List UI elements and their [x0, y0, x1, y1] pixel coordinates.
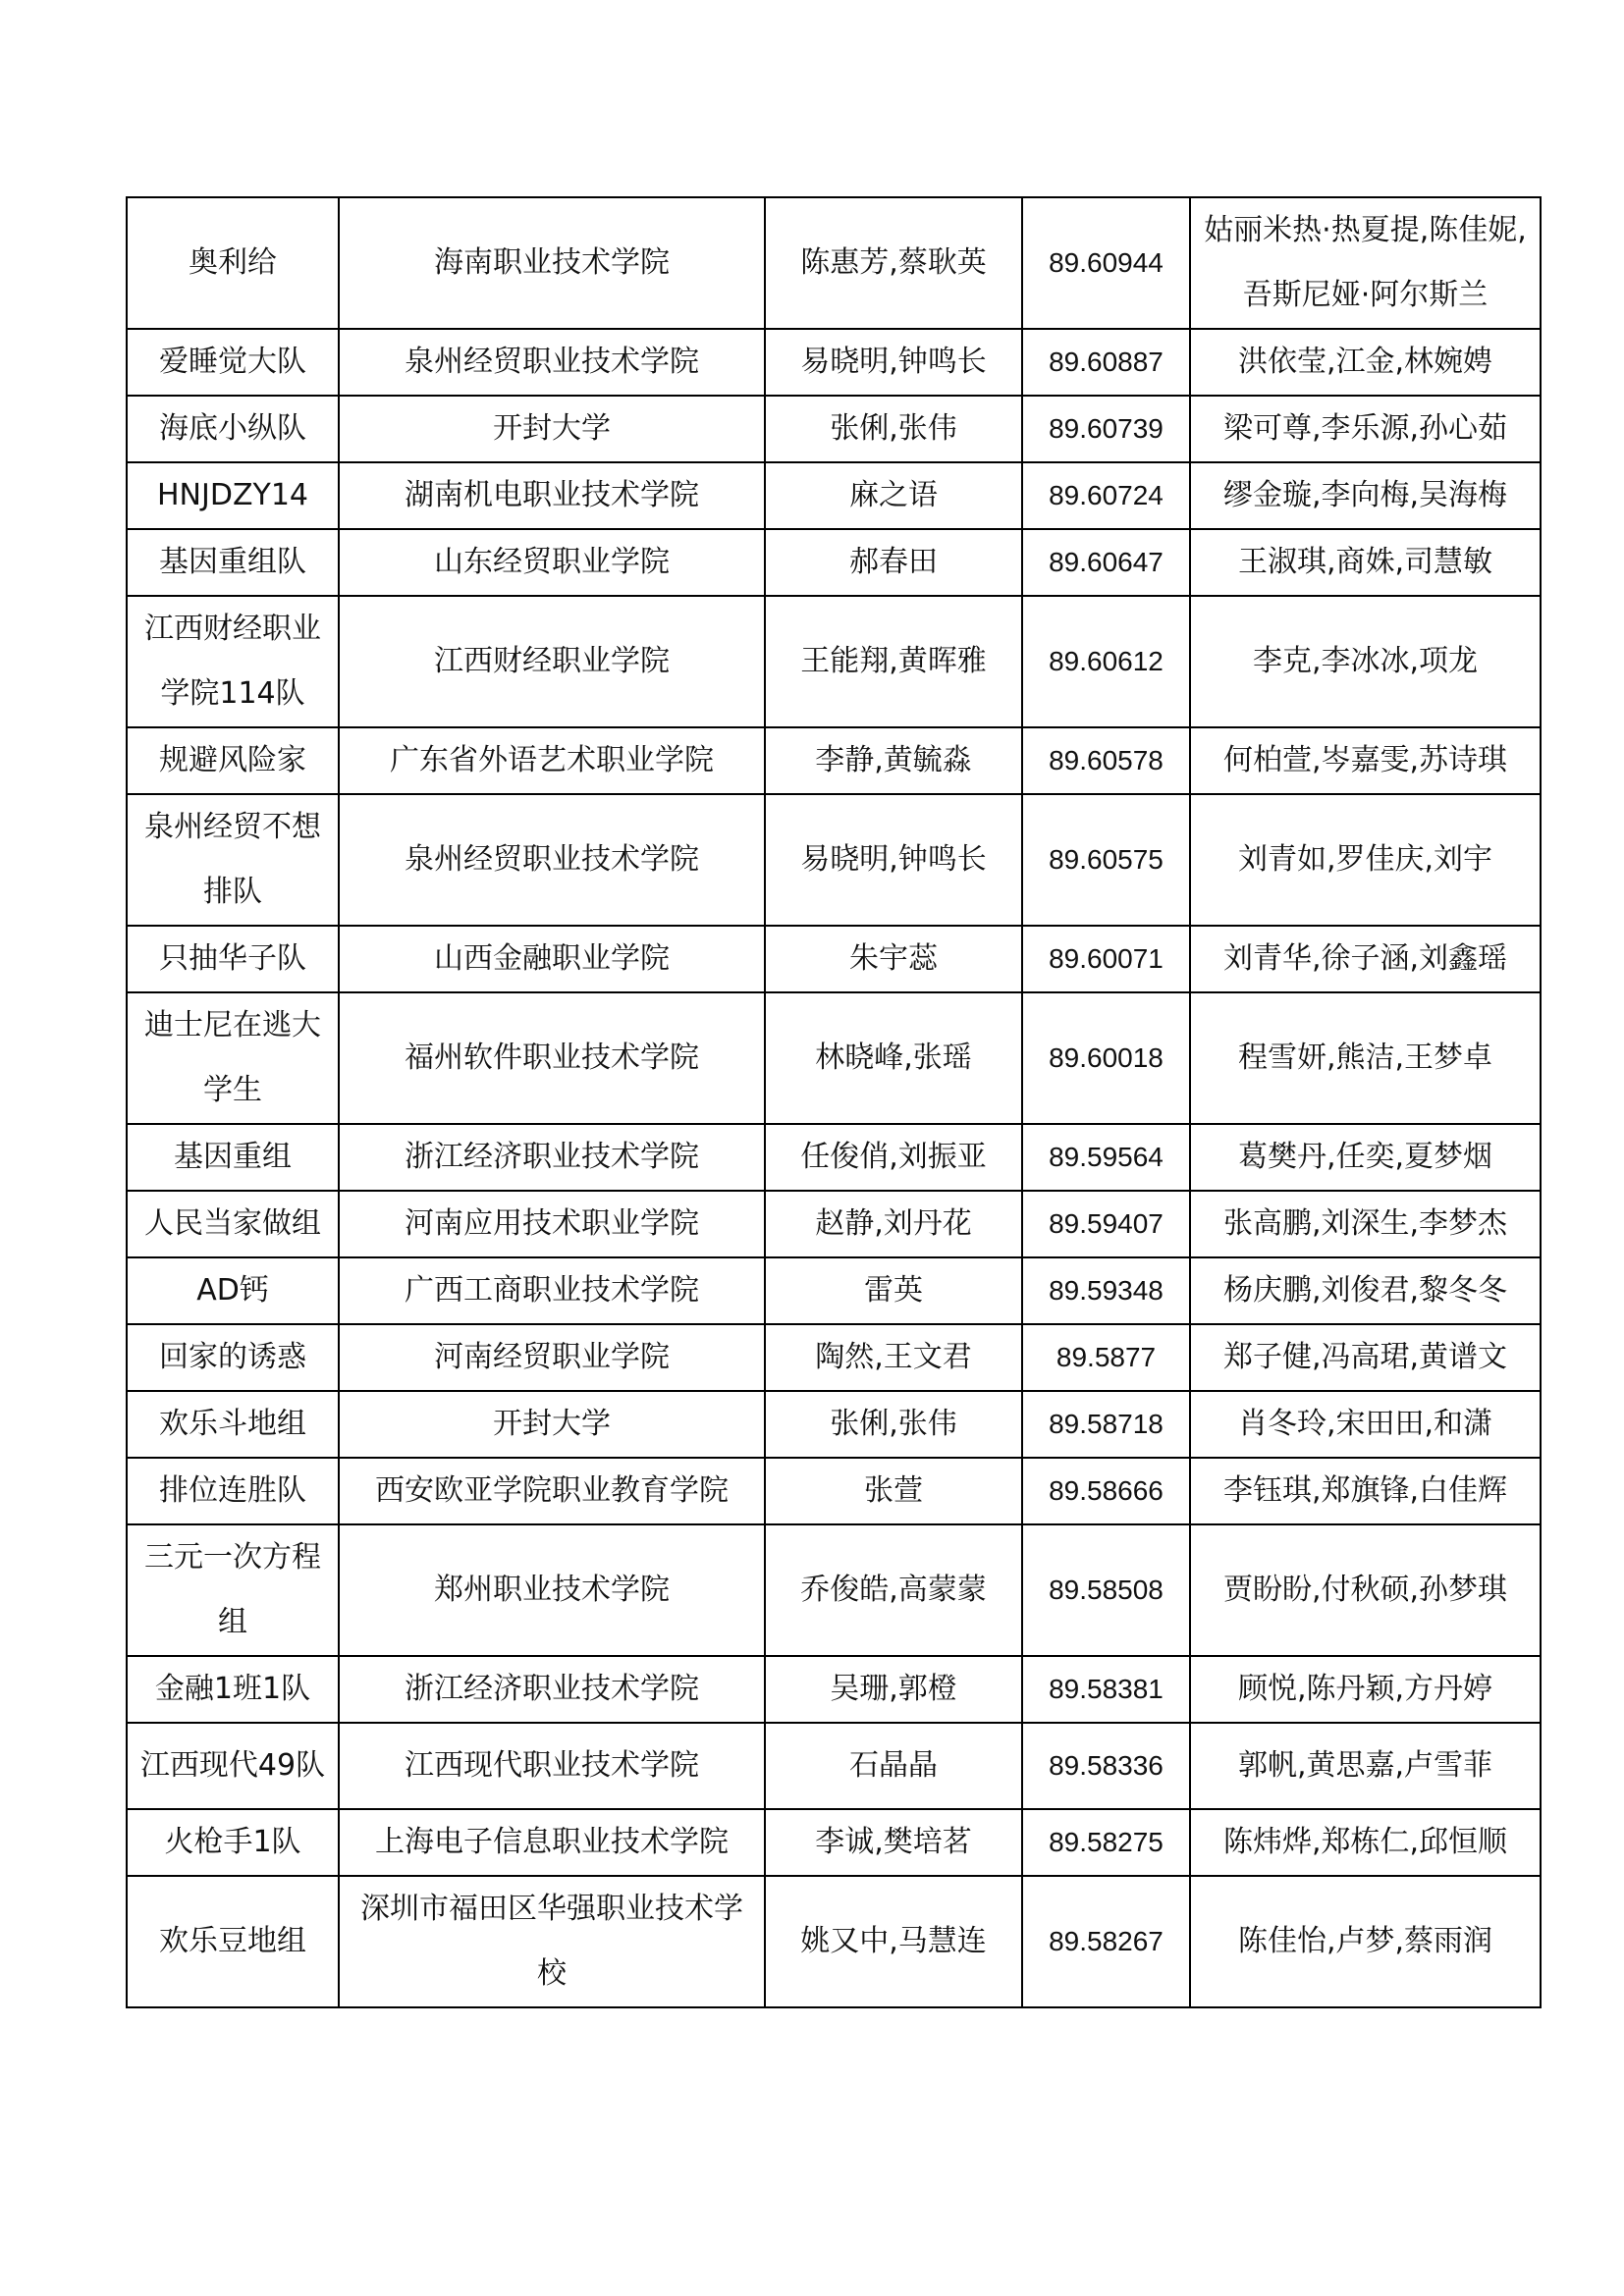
- school-cell: 河南经贸职业学院: [339, 1324, 765, 1391]
- members-cell: 李克,李冰冰,项龙: [1190, 596, 1541, 727]
- team-name-cell: 泉州经贸不想排队: [127, 794, 339, 926]
- advisors-cell: 易晓明,钟鸣长: [765, 794, 1022, 926]
- score-cell: 89.58381: [1022, 1656, 1190, 1723]
- members-cell: 缪金璇,李向梅,吴海梅: [1190, 462, 1541, 529]
- school-cell: 山东经贸职业学院: [339, 529, 765, 596]
- school-cell: 西安欧亚学院职业教育学院: [339, 1458, 765, 1524]
- score-cell: 89.60724: [1022, 462, 1190, 529]
- team-name-cell: 金融1班1队: [127, 1656, 339, 1723]
- school-cell: 河南应用技术职业学院: [339, 1191, 765, 1257]
- advisors-cell: 雷英: [765, 1257, 1022, 1324]
- score-cell: 89.58508: [1022, 1524, 1190, 1656]
- advisors-cell: 张俐,张伟: [765, 1391, 1022, 1458]
- members-cell: 陈佳怡,卢梦,蔡雨润: [1190, 1876, 1541, 2007]
- advisors-cell: 陈惠芳,蔡耿英: [765, 197, 1022, 329]
- table-row: [127, 462, 1541, 529]
- school-cell: 郑州职业技术学院: [339, 1524, 765, 1656]
- team-name-cell: 只抽华子队: [127, 926, 339, 992]
- advisors-cell: 姚又中,马慧连: [765, 1876, 1022, 2007]
- table-row: [127, 1124, 1541, 1191]
- advisors-cell: 陶然,王文君: [765, 1324, 1022, 1391]
- table-row: [127, 794, 1541, 926]
- advisors-cell: 张俐,张伟: [765, 396, 1022, 462]
- team-name-cell: 回家的诱惑: [127, 1324, 339, 1391]
- members-cell: 梁可尊,李乐源,孙心茹: [1190, 396, 1541, 462]
- school-cell: 开封大学: [339, 1391, 765, 1458]
- table-row: [127, 1391, 1541, 1458]
- results-table: [126, 196, 1542, 2008]
- team-name-cell: 三元一次方程组: [127, 1524, 339, 1656]
- advisors-cell: 张萱: [765, 1458, 1022, 1524]
- score-cell: 89.60071: [1022, 926, 1190, 992]
- members-cell: 杨庆鹏,刘俊君,黎冬冬: [1190, 1257, 1541, 1324]
- table-row: [127, 727, 1541, 794]
- table-row: [127, 596, 1541, 727]
- advisors-cell: 任俊俏,刘振亚: [765, 1124, 1022, 1191]
- team-name-cell: AD钙: [127, 1257, 339, 1324]
- members-cell: 肖冬玲,宋田田,和潇: [1190, 1391, 1541, 1458]
- members-cell: 郑子健,冯高珺,黄谱文: [1190, 1324, 1541, 1391]
- members-cell: 刘青华,徐子涵,刘鑫瑶: [1190, 926, 1541, 992]
- members-cell: 郭帆,黄思嘉,卢雪菲: [1190, 1723, 1541, 1809]
- school-cell: 深圳市福田区华强职业技术学校: [339, 1876, 765, 2007]
- school-cell: 泉州经贸职业技术学院: [339, 794, 765, 926]
- team-name-cell: 欢乐豆地组: [127, 1876, 339, 2007]
- advisors-cell: 乔俊皓,高蒙蒙: [765, 1524, 1022, 1656]
- score-cell: 89.59348: [1022, 1257, 1190, 1324]
- table-row: [127, 197, 1541, 329]
- score-cell: 89.58336: [1022, 1723, 1190, 1809]
- school-cell: 湖南机电职业技术学院: [339, 462, 765, 529]
- table-row: [127, 529, 1541, 596]
- score-cell: 89.58275: [1022, 1809, 1190, 1876]
- score-cell: 89.60647: [1022, 529, 1190, 596]
- advisors-cell: 麻之语: [765, 462, 1022, 529]
- advisors-cell: 吴珊,郭橙: [765, 1656, 1022, 1723]
- members-cell: 葛樊丹,任奕,夏梦烟: [1190, 1124, 1541, 1191]
- team-name-cell: 奥利给: [127, 197, 339, 329]
- table-row: [127, 992, 1541, 1124]
- team-name-cell: 火枪手1队: [127, 1809, 339, 1876]
- school-cell: 山西金融职业学院: [339, 926, 765, 992]
- members-cell: 洪依莹,江金,林婉娉: [1190, 329, 1541, 396]
- team-name-cell: 排位连胜队: [127, 1458, 339, 1524]
- score-cell: 89.60018: [1022, 992, 1190, 1124]
- results-table-body: [127, 197, 1541, 2007]
- team-name-cell: 海底小纵队: [127, 396, 339, 462]
- score-cell: 89.60887: [1022, 329, 1190, 396]
- table-row: [127, 1723, 1541, 1809]
- school-cell: 广东省外语艺术职业学院: [339, 727, 765, 794]
- table-row: [127, 1191, 1541, 1257]
- team-name-cell: 欢乐斗地组: [127, 1391, 339, 1458]
- school-cell: 浙江经济职业技术学院: [339, 1124, 765, 1191]
- score-cell: 89.59564: [1022, 1124, 1190, 1191]
- members-cell: 何柏萱,岑嘉雯,苏诗琪: [1190, 727, 1541, 794]
- table-row: [127, 1257, 1541, 1324]
- score-cell: 89.60739: [1022, 396, 1190, 462]
- school-cell: 江西财经职业学院: [339, 596, 765, 727]
- team-name-cell: 爱睡觉大队: [127, 329, 339, 396]
- members-cell: 刘青如,罗佳庆,刘宇: [1190, 794, 1541, 926]
- advisors-cell: 易晓明,钟鸣长: [765, 329, 1022, 396]
- members-cell: 姑丽米热·热夏提,陈佳妮,吾斯尼娅·阿尔斯兰: [1190, 197, 1541, 329]
- score-cell: 89.59407: [1022, 1191, 1190, 1257]
- table-row: [127, 1458, 1541, 1524]
- score-cell: 89.60578: [1022, 727, 1190, 794]
- advisors-cell: 李静,黄毓淼: [765, 727, 1022, 794]
- table-row: [127, 1656, 1541, 1723]
- members-cell: 贾盼盼,付秋硕,孙梦琪: [1190, 1524, 1541, 1656]
- team-name-cell: 江西财经职业学院114队: [127, 596, 339, 727]
- score-cell: 89.58718: [1022, 1391, 1190, 1458]
- members-cell: 程雪妍,熊洁,王梦卓: [1190, 992, 1541, 1124]
- table-row: [127, 329, 1541, 396]
- school-cell: 浙江经济职业技术学院: [339, 1656, 765, 1723]
- members-cell: 张高鹏,刘深生,李梦杰: [1190, 1191, 1541, 1257]
- team-name-cell: 迪士尼在逃大学生: [127, 992, 339, 1124]
- school-cell: 上海电子信息职业技术学院: [339, 1809, 765, 1876]
- score-cell: 89.60612: [1022, 596, 1190, 727]
- advisors-cell: 王能翔,黄晖雅: [765, 596, 1022, 727]
- table-row: [127, 926, 1541, 992]
- table-row: [127, 1524, 1541, 1656]
- score-cell: 89.5877: [1022, 1324, 1190, 1391]
- table-row: [127, 1324, 1541, 1391]
- team-name-cell: 基因重组: [127, 1124, 339, 1191]
- team-name-cell: 人民当家做组: [127, 1191, 339, 1257]
- score-cell: 89.58267: [1022, 1876, 1190, 2007]
- team-name-cell: 基因重组队: [127, 529, 339, 596]
- team-name-cell: 规避风险家: [127, 727, 339, 794]
- advisors-cell: 李诚,樊培茗: [765, 1809, 1022, 1876]
- score-cell: 89.58666: [1022, 1458, 1190, 1524]
- advisors-cell: 郝春田: [765, 529, 1022, 596]
- team-name-cell: HNJDZY14: [127, 462, 339, 529]
- members-cell: 顾悦,陈丹颖,方丹婷: [1190, 1656, 1541, 1723]
- table-row: [127, 1809, 1541, 1876]
- team-name-cell: 江西现代49队: [127, 1723, 339, 1809]
- members-cell: 李钰琪,郑旗锋,白佳辉: [1190, 1458, 1541, 1524]
- school-cell: 江西现代职业技术学院: [339, 1723, 765, 1809]
- advisors-cell: 赵静,刘丹花: [765, 1191, 1022, 1257]
- school-cell: 开封大学: [339, 396, 765, 462]
- table-row: [127, 396, 1541, 462]
- advisors-cell: 林晓峰,张瑶: [765, 992, 1022, 1124]
- school-cell: 海南职业技术学院: [339, 197, 765, 329]
- score-cell: 89.60944: [1022, 197, 1190, 329]
- school-cell: 福州软件职业技术学院: [339, 992, 765, 1124]
- advisors-cell: 朱宇蕊: [765, 926, 1022, 992]
- members-cell: 陈炜烨,郑栋仁,邱恒顺: [1190, 1809, 1541, 1876]
- school-cell: 广西工商职业技术学院: [339, 1257, 765, 1324]
- advisors-cell: 石晶晶: [765, 1723, 1022, 1809]
- score-cell: 89.60575: [1022, 794, 1190, 926]
- members-cell: 王淑琪,商姝,司慧敏: [1190, 529, 1541, 596]
- table-row: [127, 1876, 1541, 2007]
- school-cell: 泉州经贸职业技术学院: [339, 329, 765, 396]
